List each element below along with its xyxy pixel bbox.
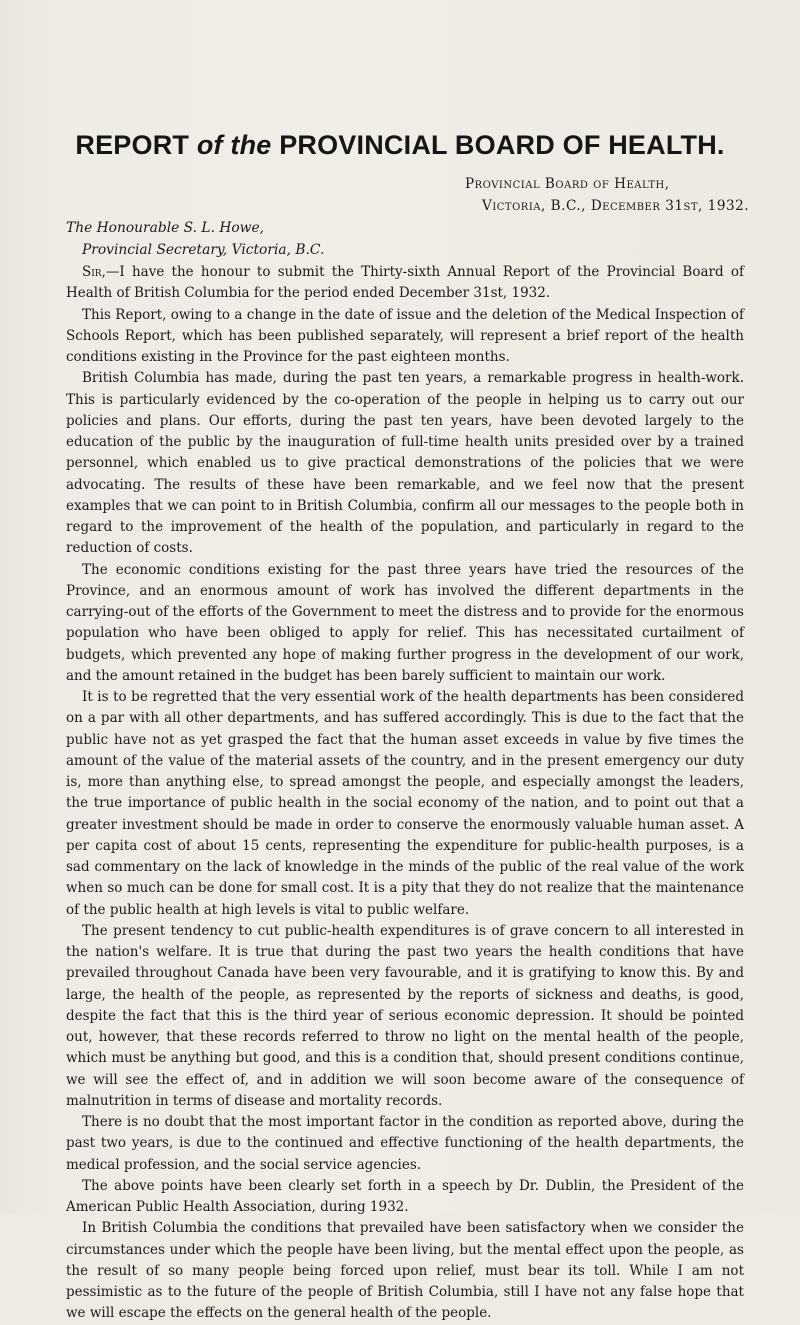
addressee-line-1: The Honourable S. L. Howe, bbox=[66, 220, 265, 236]
paragraph-7: There is no doubt that the most important factor in the condition as reported above, during the past two years, is due to the continued and effective functioning of the health departments, the medical profession, and the social service agencies. bbox=[66, 1114, 744, 1173]
addressee-line-2: Provincial Secretary, Victoria, B.C. bbox=[82, 242, 325, 258]
title-word-of-the: of the bbox=[196, 130, 272, 160]
sender-line-1: Provincial Board of Health, bbox=[465, 176, 670, 192]
paragraph-5: It is to be regretted that the very essential work of the health departments has been considered on a par with all other departments, and has suffered accordingly. This is due to the fact that the public have not as yet grasped the fact that the human asset exceeds in value by five times the amount of the value of the material assets of the country, and in the present emergency our duty is, more than anything else, to spread amongst the people, and especially amongst the leaders, the true importance of public health in the social economy of the nation, and to point out that a greater investment should be made in order to conserve the enormously valuable human asset. A per capita cost of about 15 cents, representing the expenditure for public-health purposes, is a sad commentary on the lack of knowledge in the minds of the public of the real value of the work when so much can be done for small cost. It is a pity that they do not realize that the maintenance of the public health at high levels is vital to public welfare. bbox=[66, 689, 744, 918]
salutation: Sir, bbox=[82, 264, 106, 280]
paragraph-4: The economic conditions existing for the past three years have tried the resources of the Province, and an enormous amount of work has involved the different departments in the carrying-out of the efforts of the Government to meet the distress and to provide for the enormous population who have been obliged to apply for relief. This has necessitated curtailment of budgets, which prevented any hope of making further progress in the development of our work, and the amount retained in the budget has been barely sufficient to maintain our work. bbox=[66, 561, 744, 684]
paragraph-6: The present tendency to cut public-health expenditures is of grave concern to all interested in the nation's welfare. It is true that during the past two years the health conditions that have prevailed throughout Canada have been very favourable, and it is gratifying to know this. By and large, the health of the people, as represented by the reports of sickness and deaths, is good, despite the fact that this is the third year of serious economic depression. It should be pointed out, however, that these records referred to throw no light on the mental health of the people, which must be anything but good, and this is a condition that, should present conditions continue, we will see the effect of, and in addition we will soon become aware of the consequence of malnutrition in terms of disease and mortality records. bbox=[66, 922, 744, 1109]
title-board-name: PROVINCIAL BOARD OF HEALTH. bbox=[279, 130, 725, 160]
paragraph-1 bbox=[66, 262, 744, 305]
letter-body bbox=[66, 262, 744, 1325]
paragraph-2: This Report, owing to a change in the date of issue and the deletion of the Medical Inspection of Schools Report, which has been published separately, will represent a brief report of the health conditions existing in the Province for the past eighteen months. bbox=[66, 306, 744, 365]
paragraph-8: The above points have been clearly set forth in a speech by Dr. Dublin, the President of the American Public Health Association, during 1932. bbox=[66, 1177, 744, 1215]
title-word-report: REPORT bbox=[75, 130, 190, 160]
paragraph-9: In British Columbia the conditions that prevailed have been satisfactory when we consider the circumstances under which the people have been living, but the mental effect upon the people, as the result of so many people being forced upon relief, must bear its toll. While I am not pessimistic as to the future of the people of British Columbia, still I have not any false hope that we will escape the effects on the general health of the people. bbox=[66, 1220, 744, 1322]
paragraph-1-text: —I have the honour to submit the Thirty-sixth Annual Report of the Provincial Board of Health of British Columbia for the period ended December 31st, 1932. bbox=[66, 264, 744, 302]
sender-line-2: Victoria, B.C., December 31st, 1932. bbox=[482, 198, 750, 214]
paragraph-3: British Columbia has made, during the past ten years, a remarkable progress in health-work. This is particularly evidenced by the co-operation of the people in helping us to carry out our policies and plans. Our efforts, during the past ten years, have been devoted largely to the education of the public by the inauguration of full-time health units presided over by a trained personnel, which enabled us to give practical demonstrations of the policies that we were advocating. The results of these have been remarkable, and we feel now that the present examples that we can point to in British Columbia, confirm all our messages to the people both in regard to the improvement of the health of the population, and particularly in regard to the reduction of costs. bbox=[66, 370, 744, 557]
page-title bbox=[0, 130, 800, 161]
